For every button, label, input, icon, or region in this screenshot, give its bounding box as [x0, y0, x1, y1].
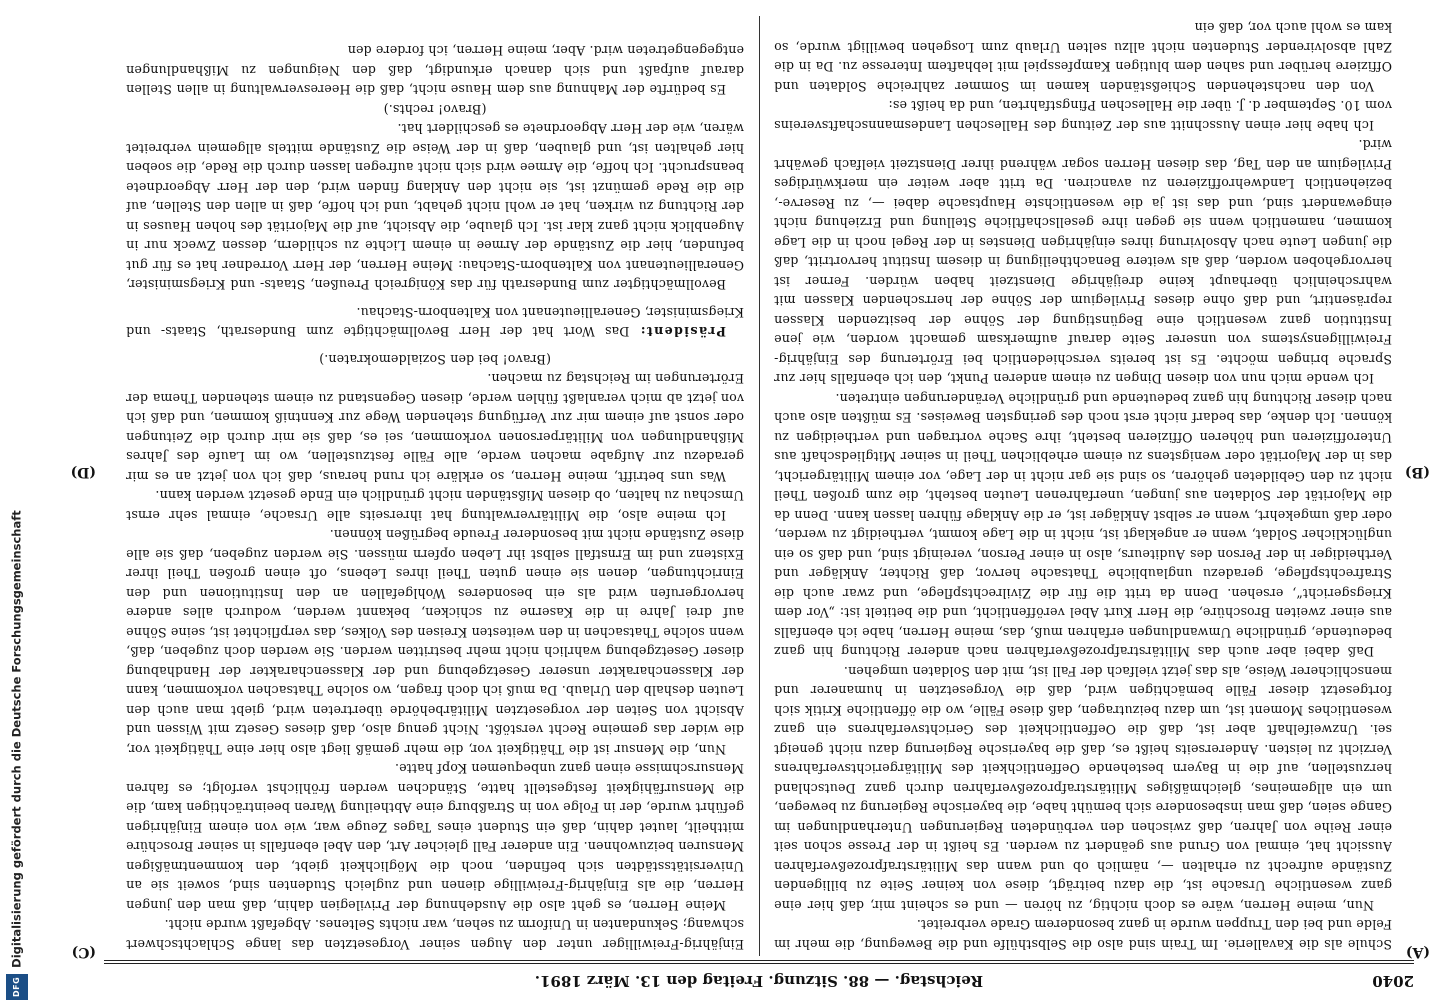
margin-marker-d: (D)	[70, 464, 96, 480]
speaker-name: Präsident:	[639, 324, 726, 340]
stage-direction: (Bravo! rechts.)	[383, 102, 487, 117]
left-column	[774, 18, 1392, 954]
page-number: 2040	[1372, 972, 1414, 990]
column-separator	[759, 16, 760, 956]
stage-direction: (Bravo! bei den Sozialdemokraten.)	[319, 352, 551, 367]
digitization-notice-strip	[2, 0, 30, 1000]
president-paragraph	[126, 303, 744, 342]
margin-marker-b: (B)	[1404, 464, 1430, 480]
running-header	[104, 968, 1414, 990]
margin-marker-a: (A)	[1405, 944, 1430, 960]
paragraph: Was uns betrifft, meine Herren, so erkläre ich rund heraus, daß ich von jetzt an es mir geradezu zur Aufgabe machen werde, alle Fälle festzustellen, wo im Laufe des Jahres Mißhandlungen von Militärpersonen vorkommen, sei es, daß sie mir durch die Zeitungen oder sonst auf einem mir zur Verfügung stehenden Wege zur Kenntniß kommen, und daß ich von jetzt ab mich veranlaßt fühlen werde, diesen Gegenstand zu einem stehenden Thema der Erörterungen im Reichstag zu machen.	[126, 371, 744, 484]
paragraph: Daß dabei aber auch das Militärstrafprozeßverfahren nach anderer Richtung hin ganz bedeutende, gründliche Umwandlungen erfahren muß, das, meine Herren, habe ich ebenfalls aus einer zweiten Broschüre, die Herr Kurt Abel veröffentlicht, und die betitelt ist: „Vor dem Kriegsgericht“, ersehen. Denn da tritt die für die Zivilrechtspflege, und zwar auch die Strafrechtspflege, geradezu unglaubliche Thatsache hervor, daß Richter, Ankläger und Vertheidiger in der Person des Auditeurs, also in einer Person, vereinigt sind, und daß so ein unglücklicher Soldat, wenn er angeklagt ist, nicht in die Lage kommt, vertheidigt zu werden, oder daß umgekehrt, wenn er selbst Ankläger ist, er die Anklage führen lassen kann. Denn da die Majorität der Soldaten aus jungen, unerfahrenen Leuten besteht, die zum großen Theil nicht zu den Gebildeten gehören, so sind sie gar nicht in der Lage, vor einem Militärgericht, das in der Majorität oder wenigstens zu einem erheblichen Theil in seiner Mitgliedschaft aus Unteroffizieren und höheren Offizieren besteht, ihre Sache vortragen und vertheidigen zu können. Ich denke, das bedarf nicht erst noch des geringsten Beweises. Es müßten also auch nach dieser Richtung hin ganz bedeutende und gründliche Veränderungen eintreten.	[774, 391, 1392, 660]
quoted-paragraph: Von den nachstehenden Schießständen kamen im Sommer zahlreiche Soldaten und Offiziere herüber und sahen dem blutigen Kampfesspiel mit lebhaftem Interesse zu. Da in die Zahl absolvirender Studenten nicht allzu selten Urlaub zum Losgehen bewilligt wurde, so kam es wohl auch vor, daß ein	[774, 20, 1392, 94]
paragraph: Nun, meine Herren, wäre es doch nichtig, zu hören — und es scheint mir, daß hier eine ganz wesentliche Ursache ist, die dazu beiträgt, diese von keiner Seite zu billigenden Zustände aufrecht zu erhalten —, nämlich ob und wann das Militärstrafprozeßverfahren Aussicht hat, einmal von Grund aus geändert zu werden. Es heißt in der Presse schon seit einer Reihe von Jahren, daß zwischen den verbündeten Regierungen Unterhandlungen im Gange seien, daß man insbesondere sich bemüht habe, die bayerische Regierung zu bewegen, um ein allgemeines, gleichmäßiges Militärstrafprozeßverfahren durch ganz Deutschland herzustellen, auf die in Bayern bestehende Oeffentlichkeit des Militärgerichtsverfahrens Verzicht zu leisten. Andererseits heißt es, daß die bayerische Regierung dazu nicht geneigt sei. Unzweifelhaft aber ist, daß die Oeffentlichkeit des Gerichtsverfahrens ein ganz wesentliches Moment ist, um dazu beizutragen, daß diese Fälle, wo die öffentliche Kritik sich fortgesetzt dieser Fälle bemächtigen wird, daß die Vorgesetzten in humanerer und menschlicherer Weise, als das jetzt vielfach der Fall ist, mit den Soldaten umgehen.	[774, 664, 1392, 913]
digitization-notice-text: Digitalisierung gefördert durch die Deutsche Forschungsgemeinschaft	[9, 510, 24, 968]
speech-text: Das Wort hat der Herr Bevollmächtigte zum Bundesrath, Staats- und Kriegsminister, Generallieutenant von Kaltenborn-Stachau.	[126, 305, 744, 340]
paragraph: Bevollmächtigter zum Bundesrath für das Königreich Preußen, Staats- und Kriegsminister, Generallieutenant von Kaltenborn-Stachau: Meine Herren, der Herr Vorredner hat es für gut befunden, hier die Zustände der Armee in einem Lichte zu schildern, dessen Zweck nur in Augenblick nicht ganz klar ist. Ich glaube, die Absicht, auf die Majorität des hohen Hauses in der Richtung zu wirken, hat er wohl nicht gehabt, und ich hoffe, daß in allen den Stellen, auf die die Rede gemünzt ist, sie nicht den Anklang finden wird, den der Herr Abgeordnete beansprucht. Ich hoffe, die Armee wird sich nicht aufregen lassen durch die Rede, die soeben hier gehalten ist, und glauben, daß in der Weise die Zustände mittels allgemein verbreitet wären, wie der Herr Abgeordnete es geschildert hat.	[126, 121, 744, 293]
paragraph: Ich meine also, die Militärverwaltung hat ihrerseits alle Ursache, einmal sehr ernst Umschau zu halten, ob diesen Mißständen nicht gründlich ein Ende gesetzt werden kann.	[126, 488, 744, 523]
paragraph: Ich wende mich nun von diesen Dingen zu einem anderen Punkt, den ich ebenfalls hier zur Sprache bringen möchte. Es ist bereits verschiedentlich bei Erörterung des Einjährig-Freiwilligensystems von unserer Seite darauf aufmerksam gemacht worden, wie jene Institution ganz wesentlich eine Begünstigung der Söhne der besitzenden Klassen repräsentirt, und daß ohne dieses Privilegium der Söhne der herrschenden Klassen mit wahrscheinlich überhaupt keine dreijährige Dienstzeit haben würden. Ferner ist hervorgehoben worden, daß als weitere Benachtheiligung in diesem Institut hervortritt, daß die jungen Leute nach Absolvirung ihres einjährigen Dienstes in der Regel noch in die Lage kommen, namentlich wenn sie gegen ihre gesellschaftliche Stellung und Erziehung nicht eingewandert sind, und das ist ja die wesentlichste Hauptsache dabei —, zu Reserve-, beziehentlich Landwehroffizieren zu avanciren. Da tritt aber weiter ein merkwürdiges Privilegium an den Tag, das diesen Herren sogar während ihrer Dienstzeit vielfach gewährt wird.	[774, 137, 1392, 387]
right-column	[126, 18, 744, 954]
paragraph: Es bedürfte der Mahnung aus dem Hause nicht, daß die Heeresverwaltung in allen Stellen darauf aufpaßt und sich danach erkundigt, daß den Neigungen zu Mißhandlungen entgegengetreten wird. Aber, meine Herren, ich fordere den	[126, 43, 744, 98]
header-rule	[104, 963, 1414, 964]
scanned-page	[68, 0, 1432, 1000]
margin-marker-c: (C)	[71, 944, 96, 960]
paragraph: Nun, die Mensur ist die Thätigkeit vor, die mehr gemäß liegt also hier eine Thätigkeit vor, die wider das gemeine Recht verstößt. Nicht genug also, daß dieses Gesetz mit Wissen und Absicht von Seiten der vorgesetzten Militärbehörde übertreten wird, giebt man auch den Leuten deshalb den Urlaub. Da muß ich doch fragen, wo solche Thatsachen vorkommen, kann der Klassencharakter unserer Gesetzgebung und der Klassencharakter der Handhabung dieser Gesetzgebung wahrlich nicht mehr bestritten werden. Sie werden doch zugeben, daß, wenn solche Thatsachen in den weitesten Kreisen des Volkes, das verpflichtet ist, seine Söhne auf drei Jahre in die Kaserne zu schicken, bekannt werden, wodurch alles andere hervorgerufen wird als ein besonderes Wohlgefallen an den Institutionen und den Einrichtungen, denen sie einen guten Theil ihres Lebens, oft einen großen Theil ihrer Existenz und im Ernstfall selbst ihr Leben opfern müssen. Sie werden zugeben, daß sie alle diese Zustände nicht mit besonderer Freude begrüßen können.	[126, 527, 744, 757]
running-title: Reichstag. — 88. Sitzung. Freitag den 13. März 1891.	[534, 972, 984, 990]
paragraph: Einjährig-Freiwilliger unter den Augen seiner Vorgesetzten das lange Schlachtschwert schwang; Sekundanten in Uniform zu sehen, war nichts Seltenes. Abgefaßt wurde nicht.	[126, 917, 744, 952]
header-rule-double	[104, 960, 1414, 961]
digitization-notice	[6, 40, 34, 1000]
page-content	[68, 0, 1432, 1000]
paragraph: Meine Herren, es geht also die Ausdehnung der Privilegien dahin, daß man den jungen Herren, die als Einjährig-Freiwillige dienen und zugleich Studenten sind, soweit sie an Universitätsstädten sich befinden, noch die Möglichkeit giebt, den kommentmäßigen Mensuren beizuwohnen. Ein anderer Fall gleicher Art, den Abel ebenfalls in seiner Broschüre mittheilt, lautet dahin, daß ein Student eines Tages Zeuge war, wie von einem Einjährigen geführt wurde, der in Folge von in Straßburg eine Abtheilung Waren beeinträchtigen kam, die die Mensurfähigkeit festgestellt hatte, Ständchen werden fröhlichst verfolgt; es fahren Mensurschmisse einen ganz unbequemen Kopf hatte.	[126, 761, 744, 913]
dfg-logo: DFG	[6, 974, 28, 1000]
paragraph: Ich habe hier einen Ausschnitt aus der Zeitung des Halleschen Landesmannschaftsvereins vom 10. September d. J. über die Halleschen Pfingstfahrten, und da heißt es:	[774, 98, 1392, 133]
paragraph: Schule als die Kavallerie. Im Train sind also die Selbsthülfe und die Bewegung, die mehr im Felde und bei den Truppen wurde in ganz besonderem Grade verbreitet.	[774, 917, 1392, 952]
